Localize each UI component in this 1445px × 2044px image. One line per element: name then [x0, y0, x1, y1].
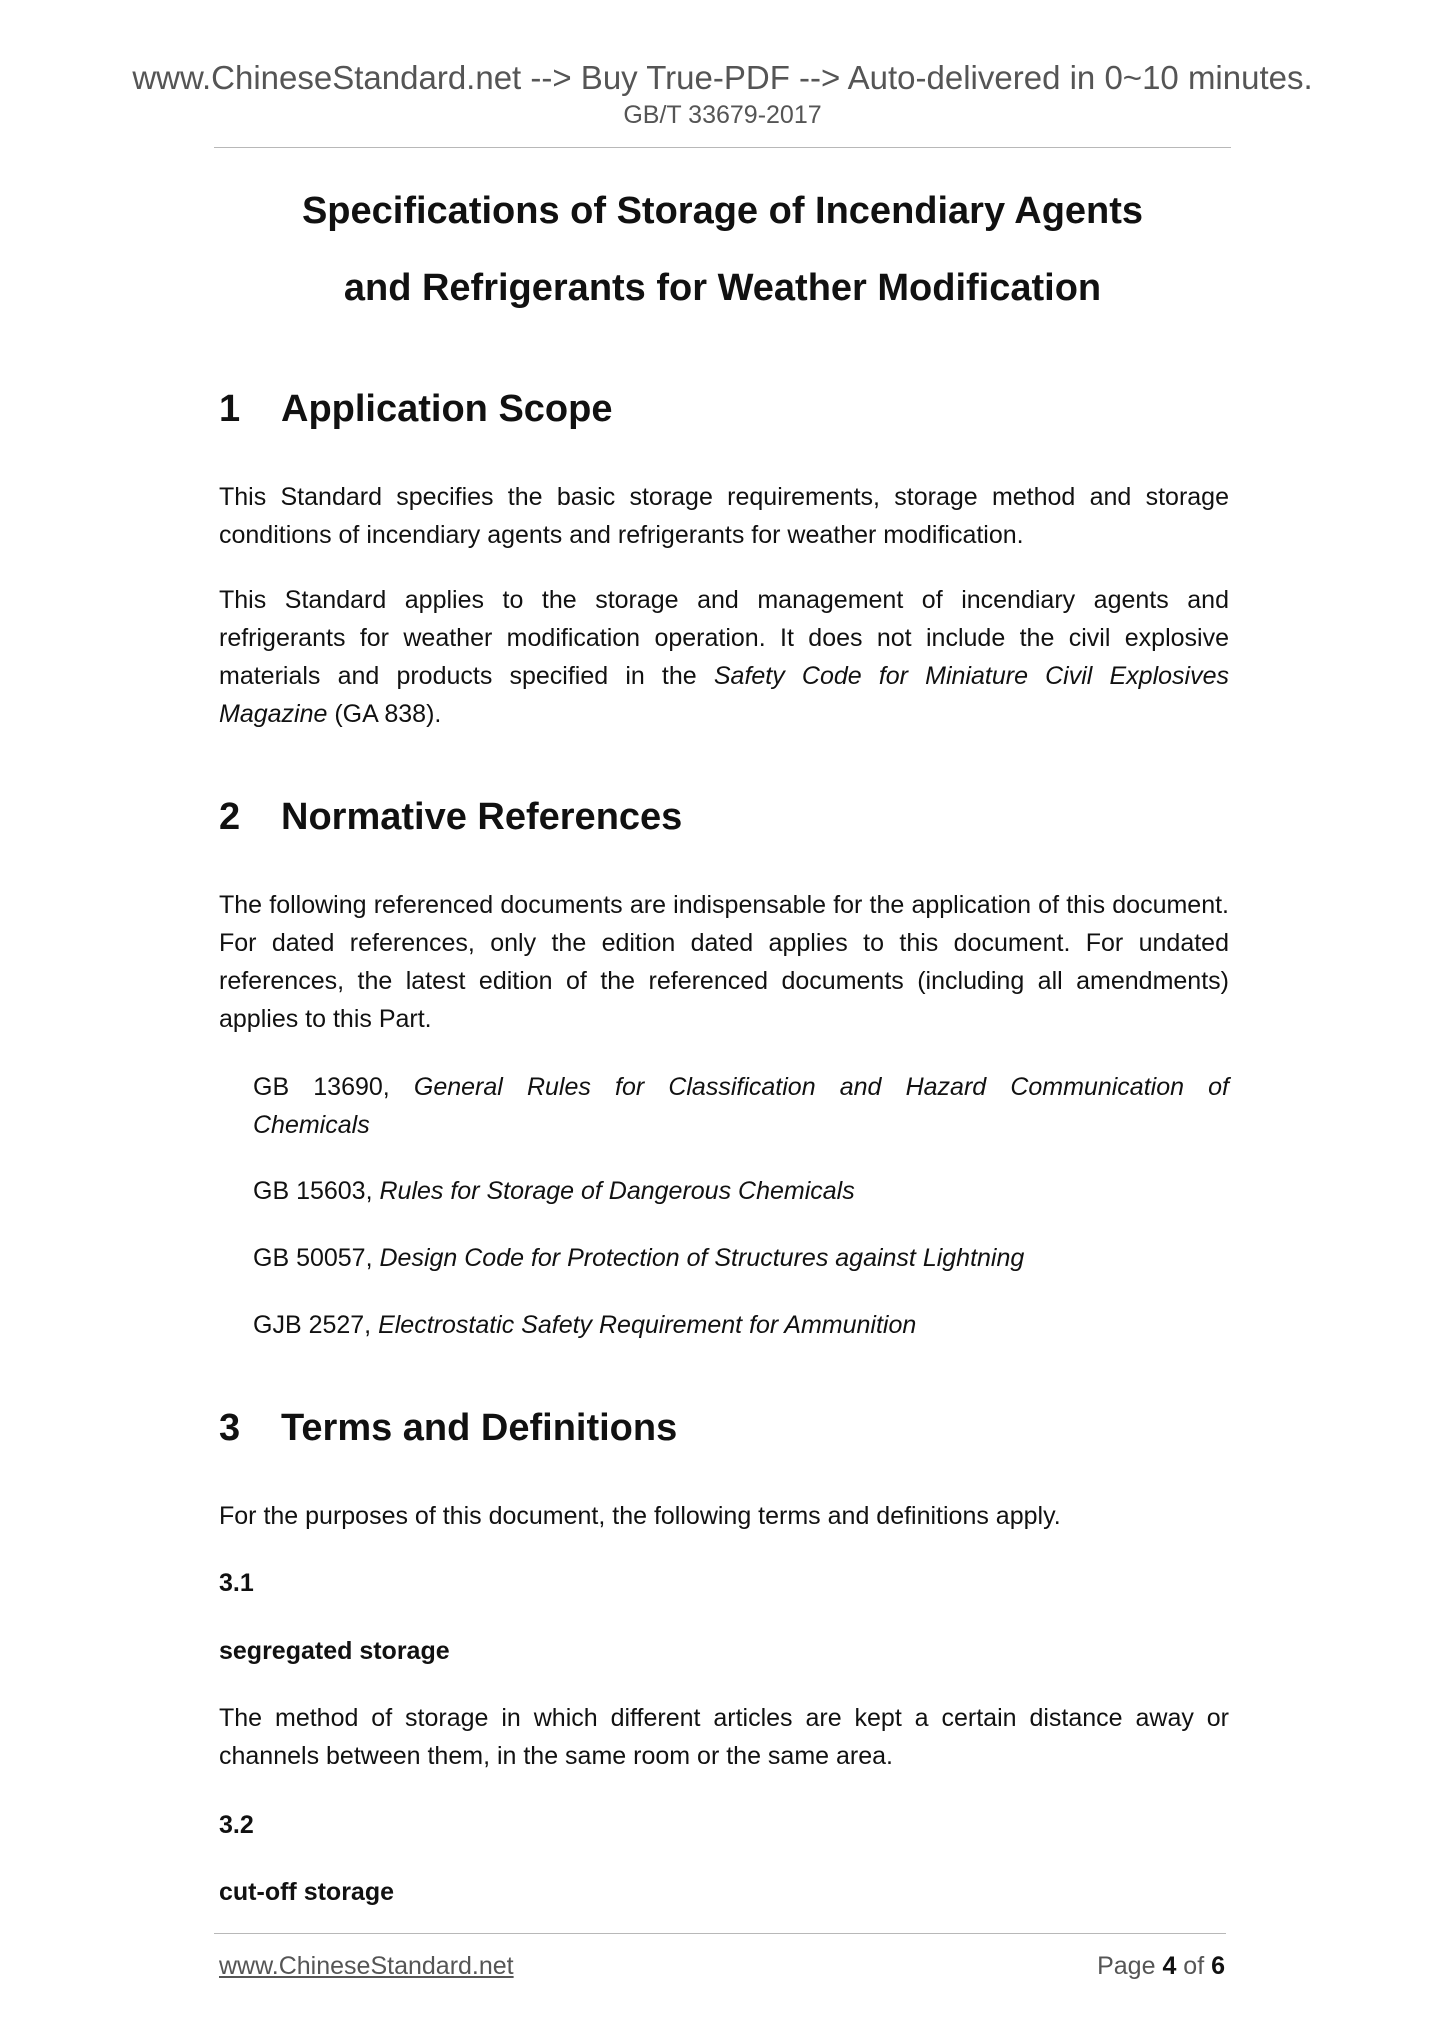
header-divider	[214, 147, 1231, 148]
reference-code: GB 13690,	[253, 1073, 414, 1101]
term-definition: The method of storage in which different articles are kept a certain distance away or channels between them, in the same room or the same area.	[219, 1704, 1229, 1770]
section-1-heading	[219, 386, 1229, 432]
total-pages: 6	[1211, 1952, 1225, 1980]
section-3-heading	[219, 1405, 1229, 1451]
reference-item	[253, 1239, 1229, 1277]
section-2-paragraph-1: The following referenced documents are indispensable for the application of this document. For dated references, only the edition dated applies to this document. For undated references, the latest edition of the referenced documents (including all amendments) applies to this Part.	[219, 891, 1229, 1033]
section-number: 3	[219, 1407, 241, 1449]
page-label-of: of	[1176, 1952, 1212, 1980]
section-number: 1	[219, 388, 241, 430]
reference-title: Rules for Storage of Dangerous Chemicals	[379, 1177, 855, 1205]
paragraph-text: This Standard applies to the storage and management of incendiary agents and refrigerants for weather modification operation. It does not include the civil explosive materials and products specified in the	[219, 586, 1229, 690]
reference-item	[253, 1172, 1229, 1210]
reference-code: GJB 2527,	[253, 1311, 379, 1339]
page-label: Page	[1097, 1952, 1163, 1980]
reference-title: Design Code for Protection of Structures against Lightning	[379, 1244, 1025, 1272]
term-name: segregated storage	[219, 1637, 450, 1665]
document-title-line1: Specifications of Storage of Incendiary Agents	[301, 190, 1144, 232]
document-number: GB/T 33679-2017	[623, 101, 822, 129]
reference-code: GB 15603,	[253, 1177, 380, 1205]
section-1-paragraph-2	[219, 581, 1229, 733]
paragraph-text: (GA 838).	[327, 700, 442, 728]
term-name: cut-off storage	[219, 1878, 394, 1906]
current-page: 4	[1162, 1952, 1177, 1980]
section-title: Application Scope	[281, 388, 613, 430]
reference-title-continued: Chemicals	[253, 1111, 370, 1139]
reference-item	[253, 1068, 1229, 1144]
section-number: 2	[219, 796, 241, 838]
header-banner: www.ChineseStandard.net --> Buy True-PDF --> Auto-delivered in 0~10 minutes.	[132, 59, 1313, 96]
section-1-paragraph-1: This Standard specifies the basic storage requirements, storage method and storage conditions of incendiary agents and refrigerants for weather modification.	[219, 483, 1229, 549]
term-number: 3.1	[219, 1569, 254, 1597]
reference-code: GB 50057,	[253, 1244, 380, 1272]
footer-divider	[214, 1933, 1226, 1934]
reference-title: General Rules for Classification and Hazard Communication of	[413, 1073, 1229, 1101]
cited-standard-title: Safety Code for Miniature Civil Explosives Magazine	[219, 662, 1229, 728]
section-3-paragraph-1: For the purposes of this document, the following terms and definitions apply.	[219, 1502, 1061, 1530]
reference-line	[253, 1068, 1229, 1106]
document-title-line2: and Refrigerants for Weather Modification	[343, 267, 1102, 309]
section-title: Terms and Definitions	[281, 1407, 678, 1449]
page-indicator	[1097, 1950, 1225, 1982]
section-2-heading	[219, 794, 1229, 840]
reference-title: Electrostatic Safety Requirement for Ammunition	[378, 1311, 917, 1339]
section-title: Normative References	[281, 796, 683, 838]
reference-item	[253, 1306, 1229, 1344]
footer-website-link[interactable]: www.ChineseStandard.net	[219, 1952, 514, 1980]
term-number: 3.2	[219, 1811, 254, 1839]
